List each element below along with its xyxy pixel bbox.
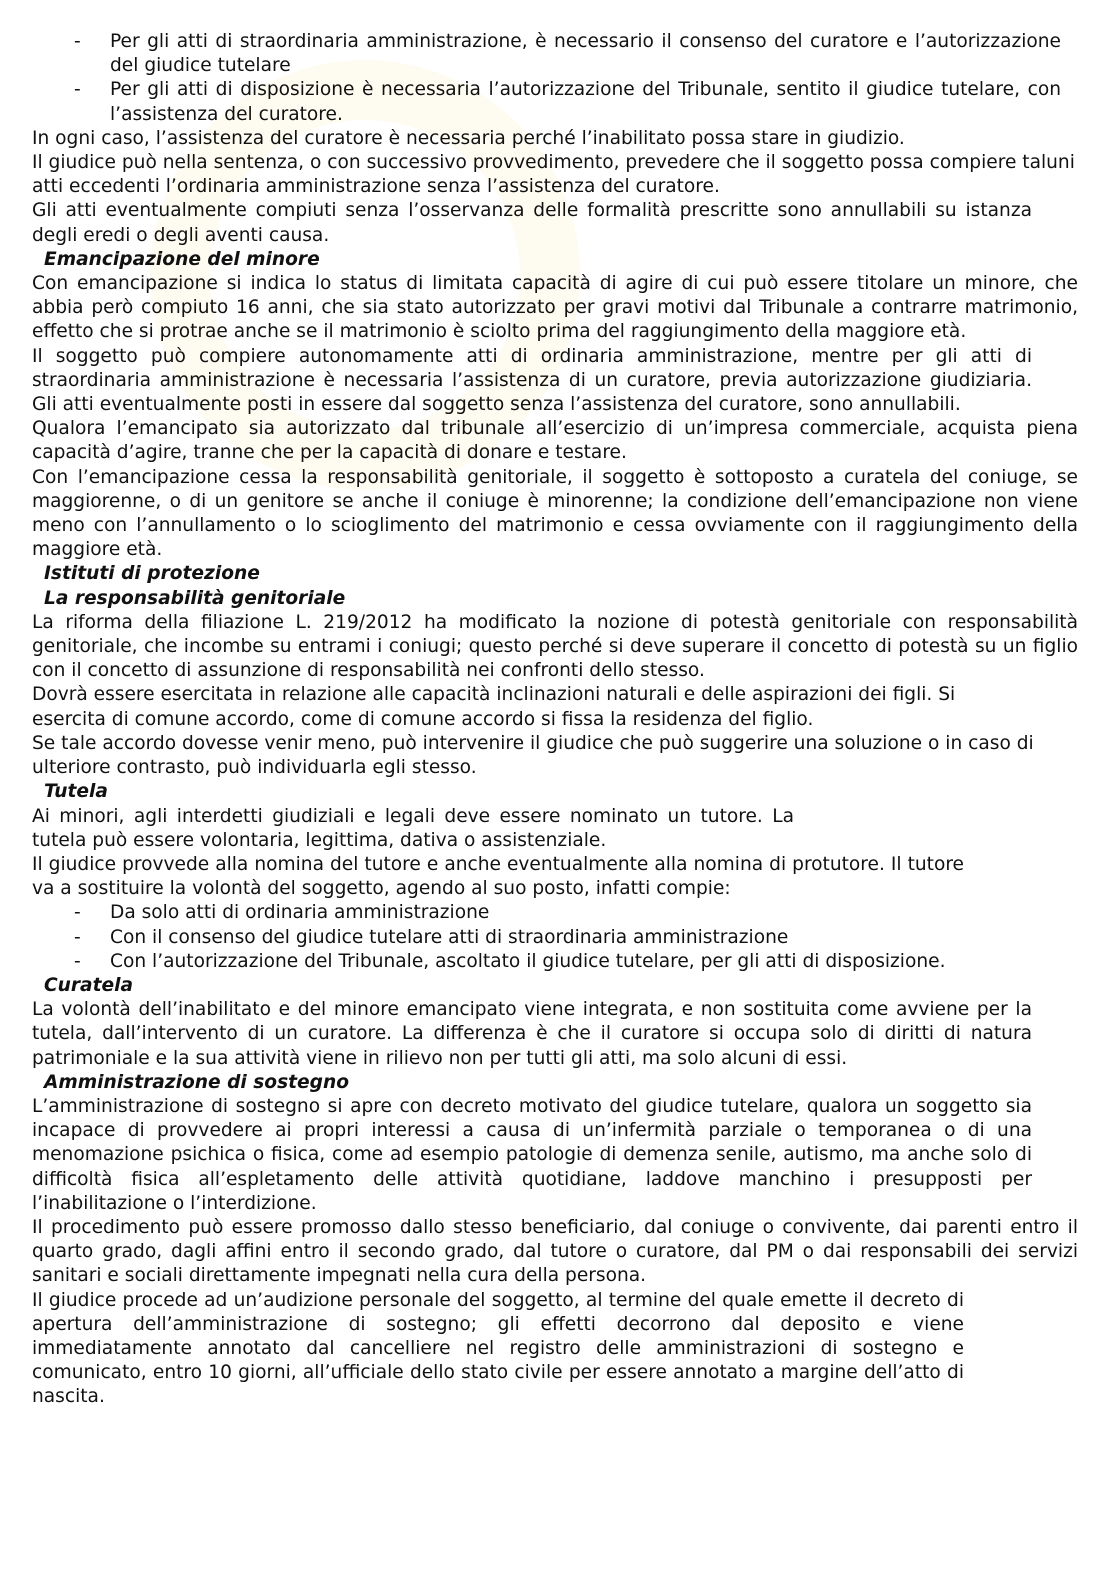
paragraph: Con emancipazione si indica lo status di limitata capacità di agire di cui può essere titolare un minore, che abbia però compiuto 16 anni, che sia stato autorizzato per gravi motivi dal Tribunale a contrarre matrimonio, effetto che si protrae anche se il matrimonio è sciolto prima del raggiungimento della maggiore età. [32,273,1078,343]
paragraph: Se tale accordo dovesse venir meno, può intervenire il giudice che può suggerire una soluzione o in caso di ulteriore contrasto, può individuarla egli stesso. [32,732,1034,779]
list-item: - Da solo atti di ordinaria amministrazione [32,901,1078,925]
paragraph: Dovrà essere esercitata in relazione alle capacità inclinazioni naturali e delle aspirazioni dei figli. Si esercita di comune accordo, come di comune accordo si fissa la residenza del figlio. [32,684,956,730]
paragraph: La volontà dell’inabilitato e del minore emancipato viene integrata, e non sostituita come avviene per la tutela, dall’intervento di un curatore. La differenza è che il curatore si occupa solo di diritti di natura patrimoniale e la sua attività viene in rilievo non per tutti gli atti, ma solo alcuni di essi. [32,999,1032,1069]
list-item: - Per gli atti di disposizione è necessaria l’autorizzazione del Tribunale, sentito il giudice tutelare, con l’assistenza del curatore. [32,78,1061,126]
paragraph: Gli atti eventualmente compiuti senza l’osservanza delle formalità prescritte sono annullabili su istanza degli eredi o degli aventi causa. [32,200,1032,246]
document-page [32,30,1078,1410]
paragraph: Ai minori, agli interdetti giudiziali e legali deve essere nominato un tutore. La tutela può essere volontaria, legittima, dativa o assistenziale. [32,805,794,851]
list-item: - Per gli atti di straordinaria amministrazione, è necessario il consenso del curatore e l’autorizzazione del giudice tutelare [32,30,1061,78]
section-heading-tutela: Tutela [44,781,108,803]
paragraph: Con l’emancipazione cessa la responsabilità genitoriale, il soggetto è sottoposto a curatela del coniuge, se maggiorenne, o di un genitore se anche il coniuge è minorenne; la condizione dell’emancipazione non viene meno con l’annullamento o lo scioglimento del matrimonio e cessa ovviamente con il raggiungimento della maggiore età. [32,466,1078,561]
paragraph: In ogni caso, l’assistenza del curatore è necessaria perché l’inabilitato possa stare in giudizio. [32,127,905,149]
section-heading-responsabilita: La responsabilità genitoriale [44,587,346,609]
intro-list [32,30,1078,127]
paragraph: Il giudice può nella sentenza, o con successivo provvedimento, prevedere che il soggetto possa compiere taluni atti eccedenti l’ordinaria amministrazione senza l’assistenza del curatore. [32,152,1075,198]
section-heading-curatela: Curatela [44,974,134,996]
tutela-list [32,901,1078,974]
paragraph: Il giudice provvede alla nomina del tutore e anche eventualmente alla nomina di protutore. Il tutore va a sostituire la volontà del soggetto, agendo al suo posto, infatti compie: [32,853,964,900]
list-item: - Con l’autorizzazione del Tribunale, ascoltato il giudice tutelare, per gli atti di disposizione. [32,950,1078,974]
paragraph: Il procedimento può essere promosso dallo stesso beneficiario, dal coniuge o convivente, dai parenti entro il quarto grado, dagli affini entro il secondo grado, dal tutore o curatore, dal PM o dai responsabili dei servizi sanitari e sociali direttamente impegnati nella cura della persona. [32,1216,1078,1287]
section-heading-istituti: Istituti di protezione [44,563,260,585]
paragraph: Qualora l’emancipato sia autorizzato dal tribunale all’esercizio di un’impresa commerciale, acquista piena capacità d’agire, tranne che per la capacità di donare e testare. [32,418,1078,464]
paragraph: Il giudice procede ad un’audizione personale del soggetto, al termine del quale emette il decreto di apertura dell’amministrazione di sostegno; gli effetti decorrono dal deposito e viene immediatamente annotato dal cancelliere nel registro delle amministrazioni di sostegno e comunicato, entro 10 giorni, all’ufficiale dello stato civile per essere annotato a margine dell’atto di nascita. [32,1289,964,1408]
section-heading-emancipazione: Emancipazione del minore [44,248,320,270]
paragraph: Il soggetto può compiere autonomamente atti di ordinaria amministrazione, mentre per gli atti di straordinaria amministrazione è necessaria l’assistenza di un curatore, previa autorizzazione giudiziaria. Gli atti eventualmente posti in essere dal soggetto senza l’assistenza del curatore, sono annullabili. [32,345,1032,416]
paragraph: L’amministrazione di sostegno si apre con decreto motivato del giudice tutelare, qualora un soggetto sia incapace di provvedere ai propri interessi a causa di un’infermità parziale o temporanea o di una menomazione psichica o fisica, come ad esempio patologie di demenza senile, autismo, ma anche solo di difficoltà fisica all’espletamento delle attività quotidiane, laddove manchino i presupposti per l’inabilitazione o l’interdizione. [32,1095,1032,1214]
list-item: - Con il consenso del giudice tutelare atti di straordinaria amministrazione [32,926,1078,950]
paragraph: La riforma della filiazione L. 219/2012 ha modificato la nozione di potestà genitoriale con responsabilità genitoriale, che incombe su entrami i coniugi; questo perché si deve superare il concetto di potestà su un figlio con il concetto di assunzione di responsabilità nei confronti dello stesso. [32,611,1078,682]
section-heading-sostegno: Amministrazione di sostegno [44,1071,349,1093]
